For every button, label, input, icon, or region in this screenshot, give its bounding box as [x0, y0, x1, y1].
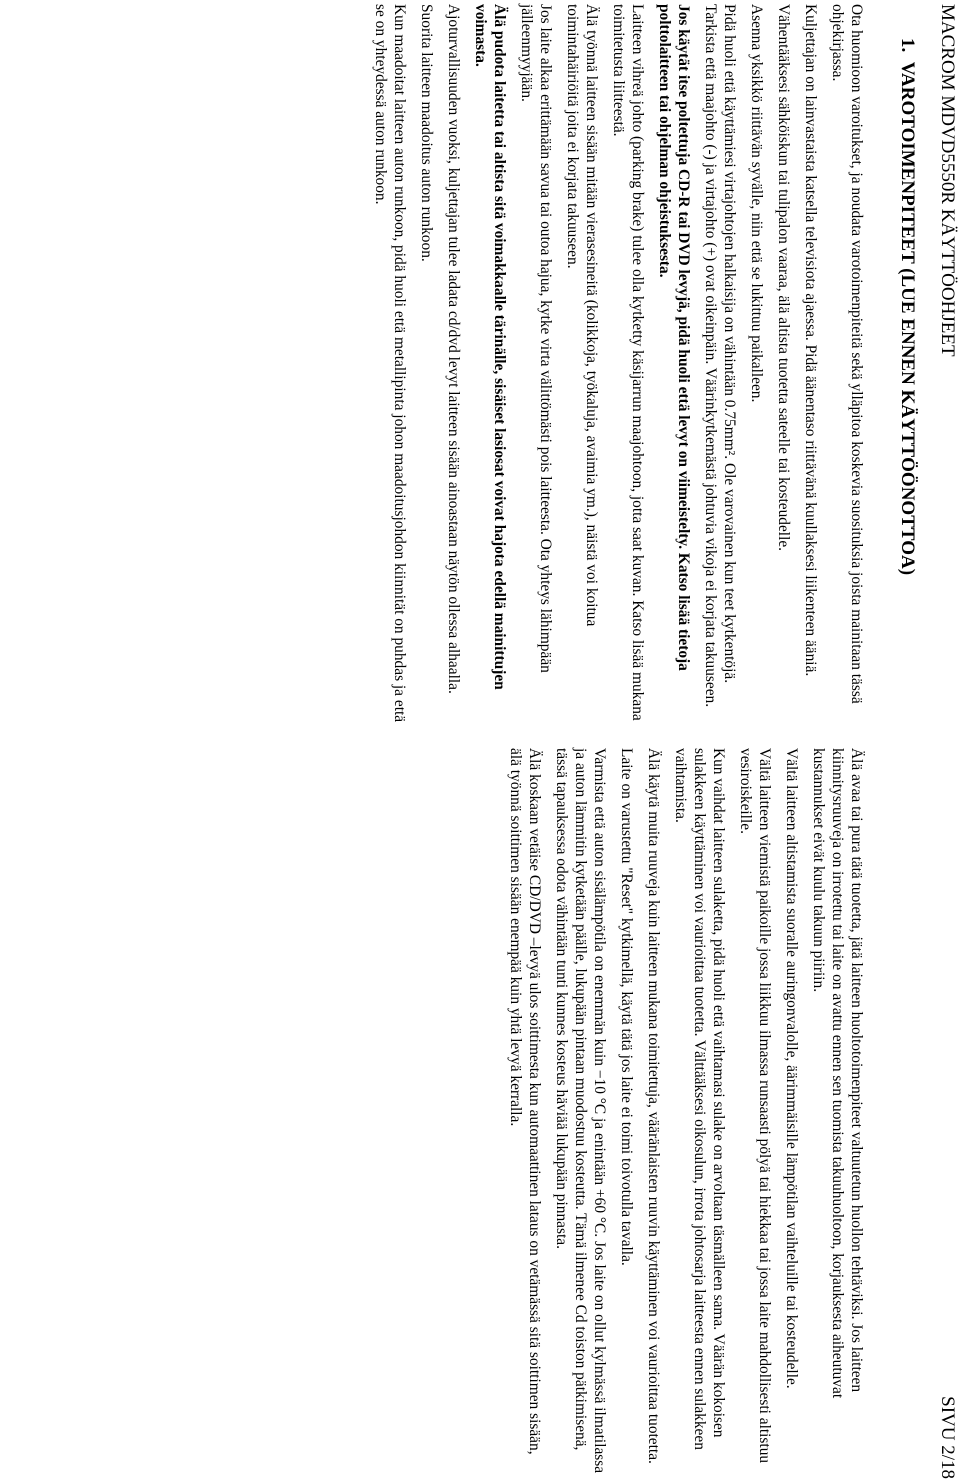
- paragraph: Ajoturvallisuuden vuoksi, kuljettajan tulee ladata cd/dvd levyt laitteen sisään ainoastaan näytön ollessa alhaalla.: [445, 4, 462, 694]
- paragraph: Älä työnnä laitteen sisään mitään vierasesineitä (kolikkoja, työkaluja, avaimia ym.), näistä voi koitua toimintahäiriöitä joita ei korjata takuuseen.: [564, 4, 600, 627]
- left-column: [363, 4, 866, 731]
- paragraph: Laite on varustettu "Reset" kytkimellä, käytä tätä jos laite ei toimi toivotulla tavalla.: [618, 748, 635, 1266]
- paragraph: Varmista että auton sisälämpötila on enemmän kuin −10 °C ja enintään +60 °C. Jos laite on ollut kylmässä ilmatilassa ja auton lämmitin kytketään päälle, lukupään pintaan muodostuu kosteutta. Tämä ilmenee Cd toiston pätkimisenä, tässä tapauksessa odota vähintään tunti kunnes kosteus häviää lukupään pinnasta.: [553, 748, 608, 1474]
- right-column: [498, 748, 866, 1475]
- paragraph: Vältä laitteen altistamista suoralle auringonvalolle, äärimmäisille lämpötilan vaihteluille tai kosteudelle.: [783, 748, 800, 1389]
- paragraph: Suorita laitteen maadoitus auton runkoon.: [418, 4, 435, 262]
- section-title: [896, 38, 918, 575]
- paragraph: Vältä laitteen viemistä paikoille jossa liikkuu ilmassa runsaasti pölyä tai hiekkaa tai jossa laite mahdollisesti altistuu vesiroiskeille.: [737, 748, 773, 1464]
- paragraph: Asenna yksikkö riittävän syvälle, niin että se lukittuu paikalleen.: [748, 4, 765, 403]
- paragraph: Älä käytä muita ruuveja kuin laitteen mukana toimitettuja, vääränlaisten ruuvin käyttäminen voi vaurioittaa tuotetta.: [645, 748, 662, 1464]
- paragraph: Ota huomioon varoitukset, ja noudata varotoimenpiteitä sekä ylläpitoa koskevia suosituksia joista mainitaan tässä ohjekirjassa.: [829, 4, 865, 704]
- paragraph: Vähentääksesi sähköiskun tai tulipalon vaaraa, älä altista tuotetta sateelle tai kosteudelle.: [775, 4, 792, 552]
- paragraph: Kun vaihdat laitteen sulaketta, pidä huoli että vaihtamasi sulake on arvoltaan täsmälleen sama. Väärän kokoisen sulakkeen käyttäminen voi vaurioittaa tuotetta. Välttääksesi oikosulun, irrota johtosarja laitteesta ennen sulakkeen vaihtamista.: [672, 748, 727, 1450]
- paragraph: Kun maadoitat laitteen auton runkoon, pidä huoli että metallipinta johon maadoitusjohdon kiinnität on puhdas ja että se on yhteydessä auton runkoon.: [372, 4, 408, 723]
- paragraph: Laitteen vihreä johto (parking brake) tulee olla kytketty käsijarrun maajohtoon, jotta saat kuvan. Katso lisää mukana toimitetusta liitteestä.: [610, 4, 646, 721]
- section-title-text: VAROTOIMENPITEET (LUE ENNEN KÄYTTÖÖNOTTOA): [897, 61, 918, 576]
- page-number: SIVU 2/18: [937, 1396, 958, 1479]
- paragraph: Älä avaa tai pura tätä tuotetta, jätä laitteen huoltotoimenpiteet valtuutetun huollon tehtäviksi. Jos laitteen kiinnitysruuveja on irrotettu tai laite on avattu ennen sen tuomista takuuhuoltoon, korjauksesta aiheutuvat kustannukset eivät kuulu takuun piiriin.: [810, 748, 865, 1399]
- bold-paragraph: Älä pudota laitetta tai altista sitä voimakkaalle tärinälle, sisäiset lasiosat voivat hajota edellä mainittujen voimasta.: [472, 4, 508, 690]
- paragraph: Kuljettajan on lainvastaista katsella televisiota ajaessa. Pidä äänentaso riittävänä kuullaksesi liikenteen ääniä.: [802, 4, 819, 677]
- paragraph: Älä koskaan vetäise CD/DVD –levyä ulos soittimesta kun automaattinen lataus on vetämässä sitä soittimen sisään, älä työnnä soittimen sisään enempää kuin yhtä levyä kerralla.: [507, 748, 543, 1455]
- section-number: 1.: [897, 38, 918, 53]
- bold-paragraph: Jos käytät itse poltettuja CD-R tai DVD levyjä, pidä huoli että levyt on viimeistelty. Katso lisää tietoja polttolaitteen tai ohjelman ohjeistuksesta.: [656, 4, 692, 671]
- paragraph: Jos laite alkaa erittämään savua tai outoa hajua, kytke virta välittömästi pois laitteesta. Ota yhteys lähimpään jälleenmyyjään.: [518, 4, 554, 673]
- document-header: MACROM MDVD5550R KÄYTTÖOHJEET: [937, 4, 958, 357]
- paragraph: Pidä huoli että käyttämiesi virtajohtojen halkaisija on vähintään 0.75mm². Ole varovainen kun teet kytkentöjä. Tarkista että maajohto (-) ja virtajohto (+) ovat oikeinpäin. Väärinkytkemästä johtuvia vikoja ei korjata takuuseen.: [702, 4, 738, 708]
